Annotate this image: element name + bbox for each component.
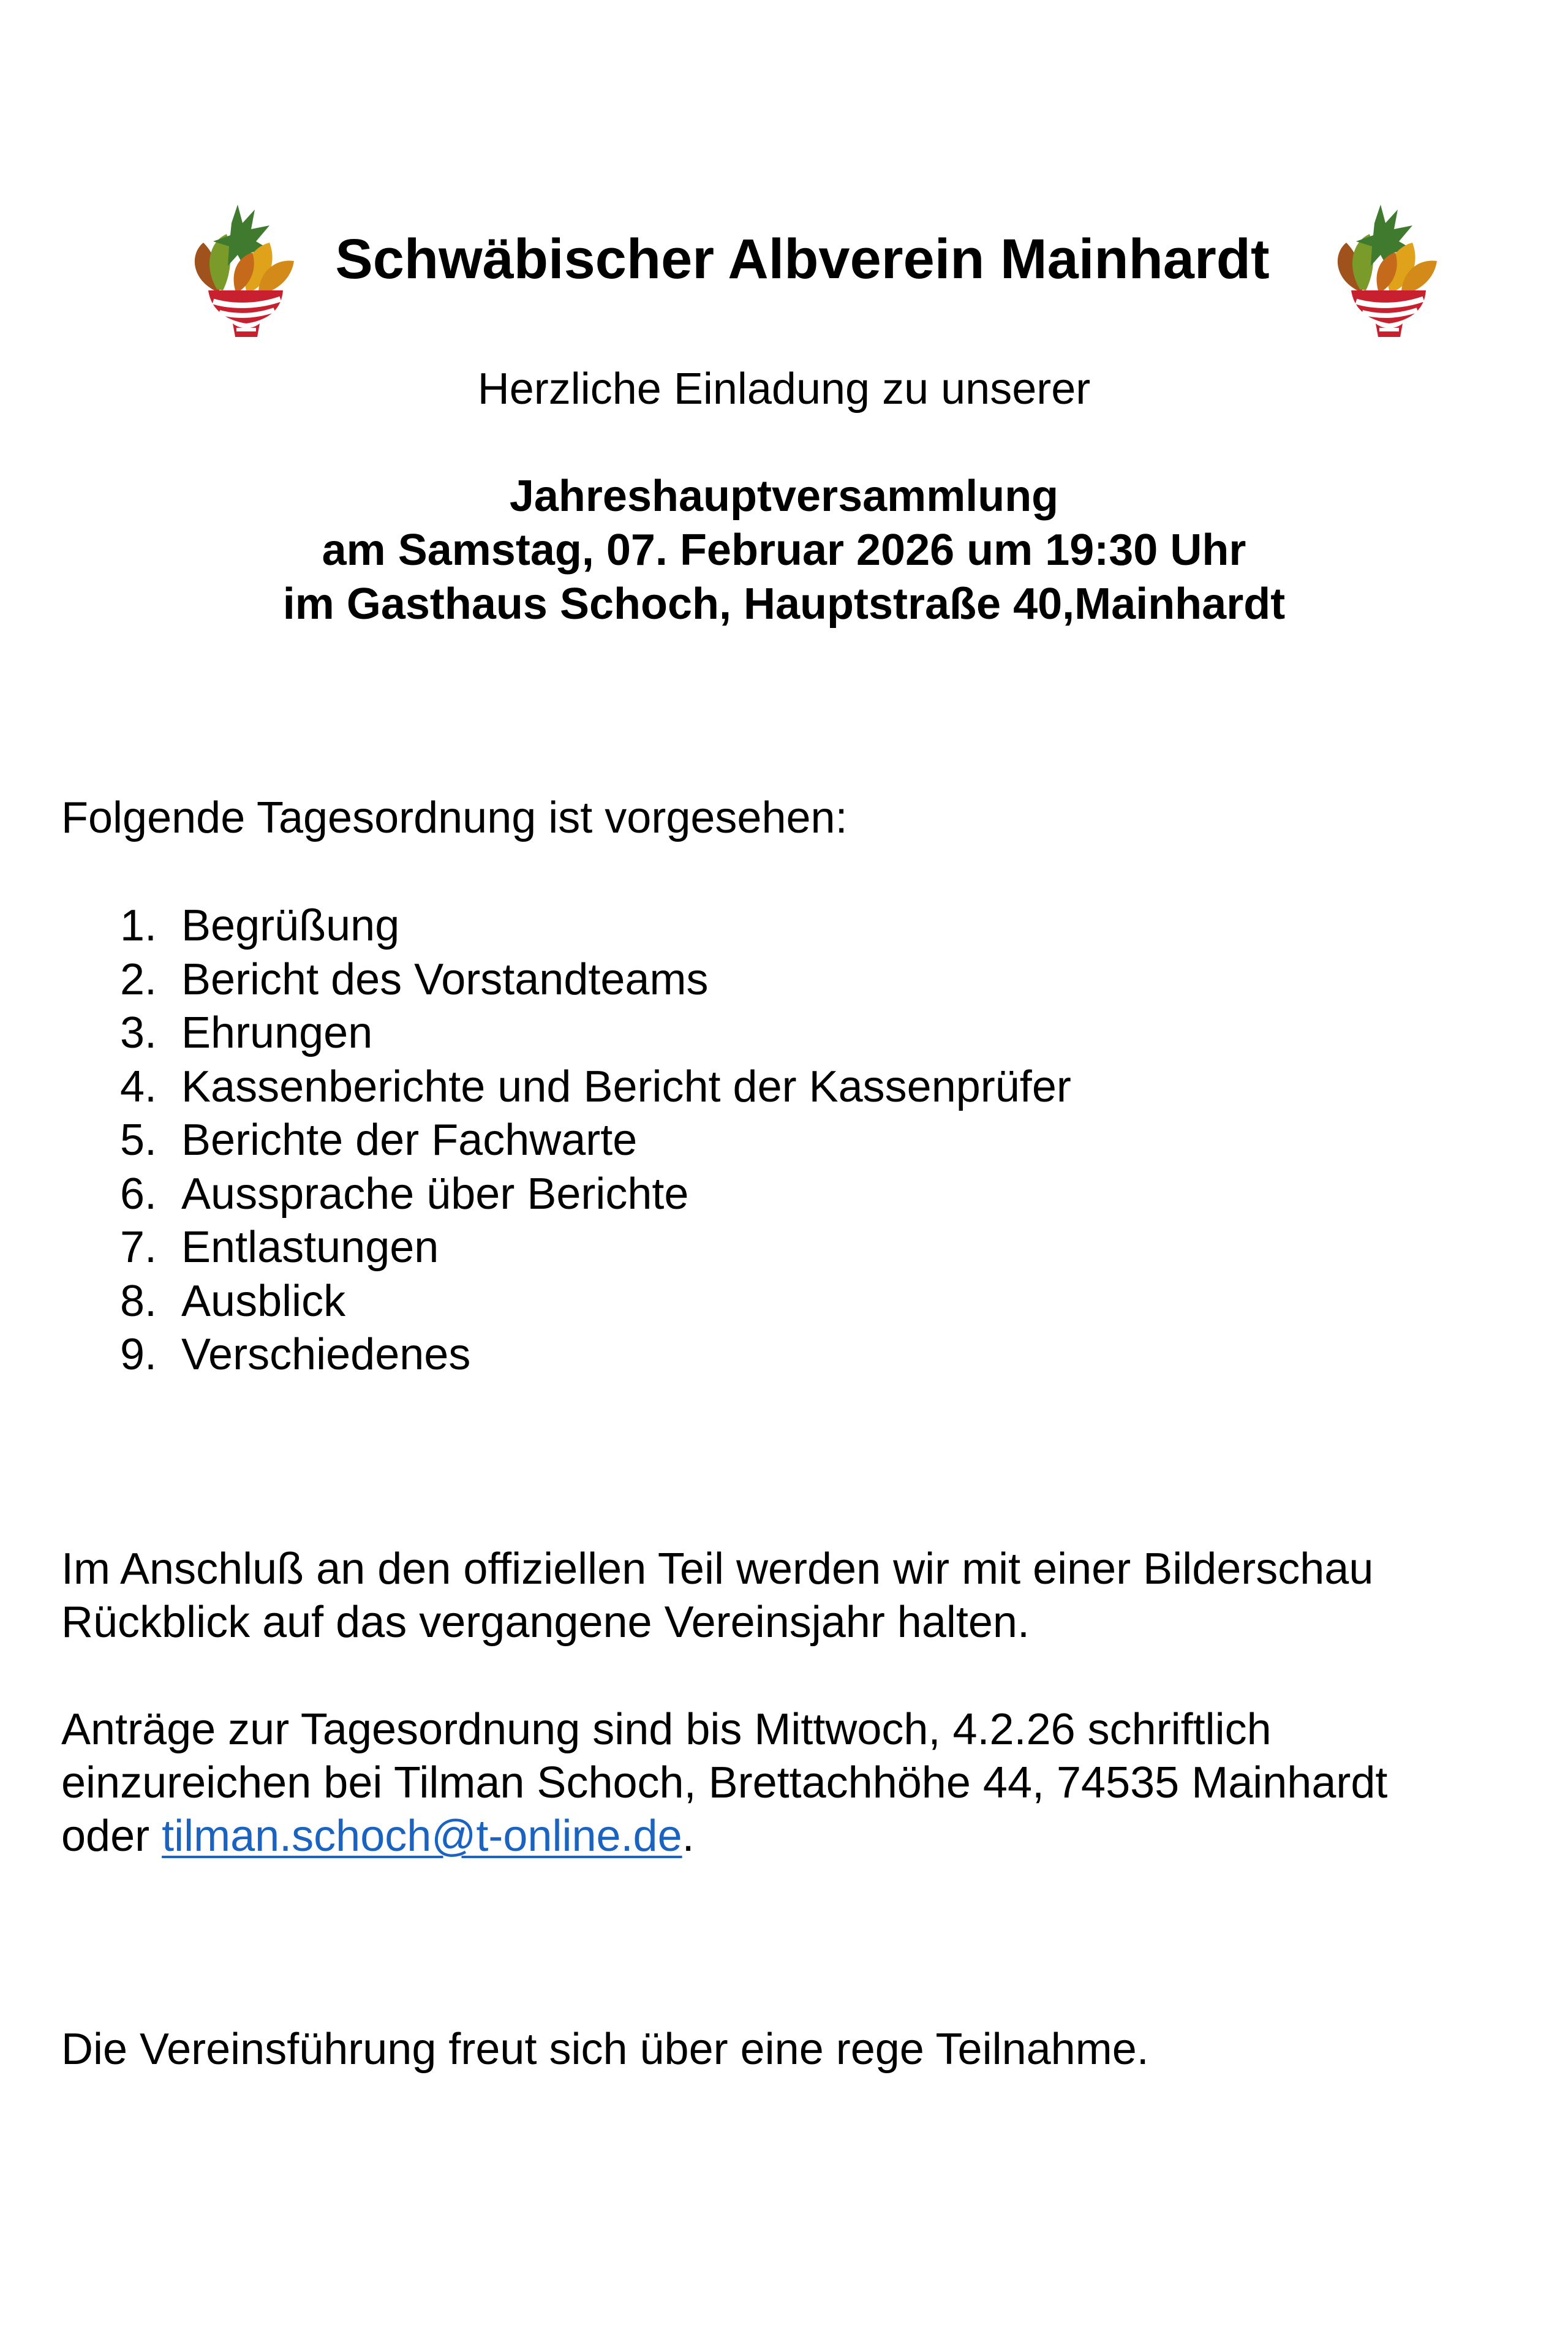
invitation-intro: Herzliche Einladung zu unserer — [477, 365, 1091, 414]
agenda-item-number: 5. — [120, 1116, 157, 1165]
event-location: im Gasthaus Schoch, Hauptstraße 40,Mainhardt — [282, 580, 1286, 629]
albverein-leaf-emblem-icon — [1322, 198, 1457, 341]
agenda-item-text: Entlastungen — [181, 1223, 439, 1272]
agenda-item-text: Berichte der Fachwarte — [181, 1116, 638, 1165]
agenda-item-number: 8. — [120, 1276, 157, 1326]
list-item — [0, 1221, 1568, 1275]
list-item — [0, 1275, 1568, 1329]
agenda-item-number: 9. — [120, 1330, 157, 1379]
followup-line: Rückblick auf das vergangene Vereinsjahr halten. — [61, 1598, 1030, 1647]
event-details — [0, 469, 1568, 631]
agenda-item-number: 2. — [120, 955, 157, 1004]
list-item — [0, 1007, 1568, 1060]
agenda-heading: Folgende Tagesordnung ist vorgesehen: — [61, 793, 848, 842]
agenda-item-text: Bericht des Vorstandteams — [181, 955, 709, 1004]
followup-paragraph — [61, 1543, 1531, 1649]
proposals-line — [61, 1810, 1531, 1863]
agenda-item-number: 7. — [120, 1223, 157, 1272]
albverein-leaf-emblem-icon — [179, 198, 314, 341]
list-item — [0, 953, 1568, 1007]
list-item — [0, 1168, 1568, 1222]
agenda-item-text: Ausblick — [181, 1276, 346, 1326]
agenda-item-text: Aussprache über Berichte — [181, 1169, 689, 1219]
proposals-paragraph — [61, 1703, 1531, 1863]
proposals-line: Anträge zur Tagesordnung sind bis Mittwoch, 4.2.26 schriftlich — [61, 1705, 1272, 1754]
agenda-item-number: 3. — [120, 1008, 157, 1057]
document-header — [0, 184, 1568, 343]
event-date: am Samstag, 07. Februar 2026 um 19:30 Uhr — [322, 526, 1246, 575]
proposals-line: einzureichen bei Tilman Schoch, Brettachhöhe 44, 74535 Mainhardt — [61, 1758, 1388, 1807]
event-name: Jahreshauptversammlung — [509, 472, 1059, 521]
agenda-item-number: 1. — [120, 901, 157, 950]
agenda-item-text: Begrüßung — [181, 901, 400, 950]
club-title: Schwäbischer Albverein Mainhardt — [335, 228, 1270, 290]
agenda-item-text: Verschiedenes — [181, 1330, 471, 1379]
list-item — [0, 1328, 1568, 1382]
proposals-suffix: . — [682, 1812, 695, 1861]
list-item — [0, 1114, 1568, 1168]
agenda-item-text: Kassenberichte und Bericht der Kassenprüfer — [181, 1062, 1071, 1111]
list-item — [0, 1060, 1568, 1114]
agenda-item-number: 6. — [120, 1169, 157, 1219]
followup-line: Im Anschluß an den offiziellen Teil werden wir mit einer Bilderschau — [61, 1544, 1374, 1593]
agenda-item-text: Ehrungen — [181, 1008, 373, 1057]
agenda-item-number: 4. — [120, 1062, 157, 1111]
email-link[interactable]: tilman.schoch@t-online.de — [162, 1812, 682, 1861]
agenda-list — [0, 899, 1568, 1382]
proposals-prefix: oder — [61, 1812, 162, 1861]
closing-paragraph: Die Vereinsführung freut sich über eine rege Teilnahme. — [61, 2025, 1149, 2074]
list-item — [0, 899, 1568, 953]
